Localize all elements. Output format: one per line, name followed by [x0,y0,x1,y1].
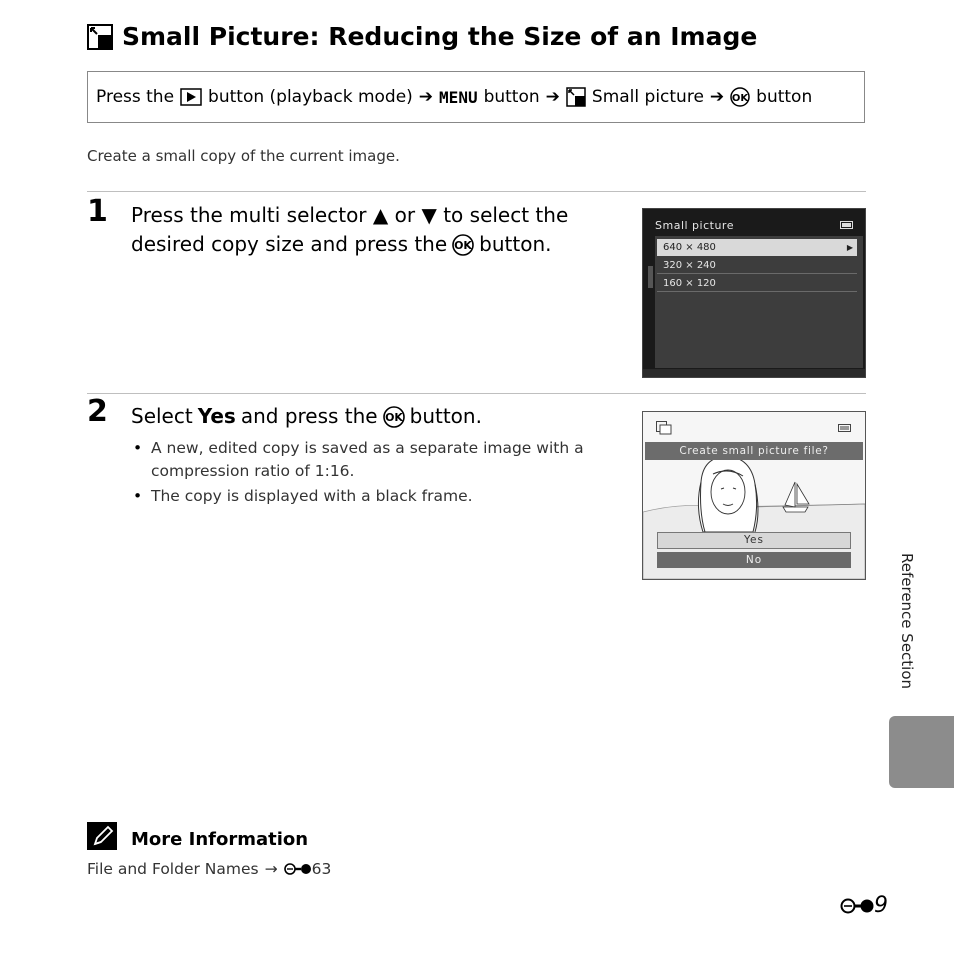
reference-section-icon [840,897,874,915]
chevron-right-icon: ▶ [846,243,853,252]
more-information-heading: More Information [131,829,309,850]
svg-text:OK: OK [454,238,473,252]
small-picture-icon [566,87,586,107]
down-arrow-icon: ▼ [421,203,437,227]
intro-text: Create a small copy of the current image. [87,147,400,165]
svg-text:OK: OK [384,410,403,424]
option-160x120[interactable]: 160 × 120 [657,275,857,292]
screen-header: Small picture [655,219,734,232]
step1-text: Press the multi selector ▲ or ▼ to select the desired copy size and press the OK button. [131,203,569,256]
nav-button-text: button [483,87,540,107]
nav-button-text-2: button [756,87,813,107]
step-number: 2 [87,394,108,429]
nav-press-the: Press the [96,87,175,107]
menu-tab-indicator [648,266,653,288]
reference-section-icon [284,862,312,876]
divider [87,191,866,192]
arrow-right-icon: ➔ [709,87,725,107]
svg-text:OK: OK [732,93,749,104]
menu-label: MENU [439,87,478,107]
divider [87,393,866,394]
nav-playback-text: button (playback mode) [208,87,413,107]
page-title [86,22,757,51]
camera-screen-small-picture-menu [642,208,866,378]
section-side-label: Reference Section [898,553,916,690]
small-picture-icon [86,23,114,51]
ok-button-icon [730,87,750,107]
options-panel [655,236,863,368]
arrow-right-icon: ➔ [418,87,434,107]
step-number: 1 [87,194,108,229]
note-pencil-icon [87,822,117,850]
ok-button-icon [452,234,474,256]
yes-option[interactable]: Yes [657,532,851,549]
more-information-reference: File and Folder Names → 63 [87,860,332,878]
page-title-text: Small Picture: Reducing the Size of an Image [122,22,758,51]
navigation-path [87,71,865,123]
confirm-banner: Create small picture file? [645,442,863,460]
step2-bullets [131,437,601,510]
playback-button-icon [180,88,202,106]
option-320x240[interactable]: 320 × 240 [657,257,857,274]
nav-small-picture-text: Small picture [591,87,704,107]
battery-icon [838,424,852,432]
ok-button-icon [383,406,405,428]
arrow-right-icon: ➔ [545,87,560,107]
option-640x480[interactable]: 640 × 480 ▶ [657,239,857,256]
no-option[interactable]: No [657,552,851,568]
page-number: 9 [840,893,888,918]
bullet-item: • The copy is displayed with a black frame. [131,485,601,508]
bullet-item: • A new, edited copy is saved as a separate image with a compression ratio of 1:16. [131,437,601,483]
battery-icon [840,221,854,229]
section-tab [889,716,954,788]
up-arrow-icon: ▲ [372,203,389,227]
step2-text: Select Yes and press the OK button. [131,404,482,428]
camera-screen-confirm [642,411,866,580]
playback-mode-icon [656,421,672,435]
